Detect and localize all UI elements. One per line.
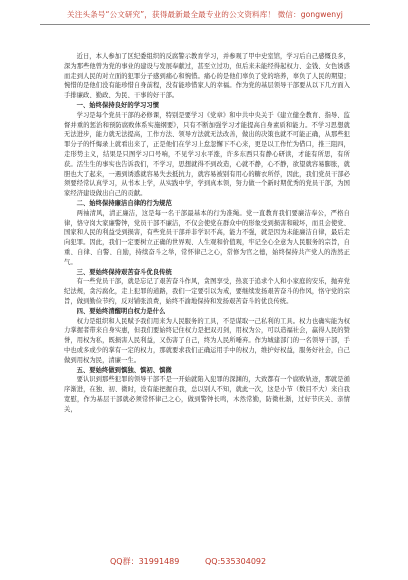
section-paragraph-5: 要认识到那些犯罪的领导干部不是一开始就陷入犯罪的深渊的，大致都有一个腐败轨迹，那就是循序渐进，在独、初、微时，没有能把握自我，总以别人不知，就此一次，这是小节（数目不大）来自我宽慰，作为基层干部就必须常怀律己之心，做到警钟长鸣，木然常勤，防微杜渐，过好节庆关、亲情关， <box>64 376 350 413</box>
section-heading-2: 二、始终保持廉洁自律的行为规范 <box>76 199 172 207</box>
document-body <box>64 52 350 414</box>
intro-paragraph: 近日，本人参加了区纪委组织的反腐警示教育学习，并参观了甲中史室馆，学习后自己感慨良多，深为那些他曾为党的事业的建设与发展奉献过，甚至立过功，但后来未能经得起权力、金钱、女色诱惑而走到人民的对立面的犯罪分子感到痛心和惋惜。痛心的是他们辜负了党的培养，辜负了人民的期望；惋惜的是他们没有能珍惜自身前程，没有能珍惜家人的幸福。作为党的基层领导干部要从以下几方面入手排廉政、勤政、为民、干事的好干部。 <box>64 53 350 100</box>
page-header <box>40 10 370 38</box>
section-heading-1: 一、始终保持良好的学习习惯 <box>76 101 160 109</box>
section-paragraph-2: 两袖清风，清正廉洁，这是每一名干部最基本的行为准绳。党一直教育我们要廉洁奉公，严格自律，恪守岗大家廉警钟，党员干部不廉洁，不仅会使党在群众中的形象受到损害和破坏，而且会使党、国家和人民的利益受到损害，有些党员干部并非学识不高，能力不强，就是因为未能廉洁自律，最后走向犯罪。因此，我们一定要树立正确的世界观、人生观和价值观，牢记全心全意为人民服务的宗旨，自重、自律、自警、自励，持续奋斗之举，常怀律己之心，常修为官之德，始终保持共产党人的浩然正气。 <box>64 209 350 266</box>
section-paragraph-3: 有一些党员干部，就是忘记了艰苦奋斗作风，贪图享受，热衷于追求个人和小家庭的安乐，抛弃党纪法规，贪污腐化，走上犯罪的道路，我们一定要引以为戒，要继续发扬艰苦奋斗的作风，恪守党的宗旨，做到勤俭节约，反对铺张浪费，始终不渝地保持和发扬艰苦奋斗的优良传统。 <box>64 278 350 305</box>
section-heading-4: 四、要始终清醒明白权力是什么 <box>76 307 166 315</box>
section-paragraph-1: 学习是每个党员干部的必修课，特别是要学习《党章》和中共中央关于《建立健全教育、指导、监督并重的惩治和预防腐败体系实施纲要》，只有不断加强学习才能提高自身素质和能力。不学习思想就无法进步，能力就无法提高，工作方法、领导方法就无法改善，做出的决策也就不可能正确，从那些犯罪分子的忏悔录上就看出来了，正是他们在学习上怠忽懈下不心来，更是以工作忙为借口，推三阻四，走形势主义，结果是只图学习口号响，不见学习水平涨，许多东西只有静心研读，才能有所思，有所获。活生生的事实也告诉我们，不学习，思想就得不到改造，心就不静，心不静，欲望就容易膨胀，就胆也大了起来，一遇到诱惑就容易失去抵抗力，就容易被别有用心的糖衣所俘，因此，我们党员干部必须要经常认真学习，从书本上学，从实践中学，学到真本领，努力做一个新时期优秀的党员干部，为国家经济建设做出自己的贡献。 <box>64 111 350 198</box>
footer-qq-group: QQ群：31991489 <box>110 557 180 566</box>
section-heading-3: 三、要始终保持艰苦奋斗优良传统 <box>76 268 172 276</box>
header-banner-text: 关注头条号“公文研究”，获得最新最全最专业的公文资料库！ 微信：gongwenyj <box>67 10 343 19</box>
section-paragraph-4: 权力是组织和人民赋予我们用来为人民服务的工具，不是谋取一己私利的工具。权力也确实能为权力掌握者带来自身实惠，但我们要始终记住权力是把双刃剑，用权为公，可以造福社会，赢得人民的赞誉，用权为私，既损害人民利益，又伤害了自己，终为人民所唾弃。作为城建部门的一名领导干部，手中也或多或少的掌有一定的权力，那就要求我们正确运用手中的权力，维护好权益，服务好社会，自己做到用权为民，清廉一生。 <box>64 317 350 364</box>
footer-qq-number: QQ:535304092 <box>205 557 267 566</box>
page-footer <box>0 556 408 570</box>
section-heading-5: 五、要始终做到慎独、慎初、慎微 <box>76 366 172 374</box>
header-divider <box>40 24 370 25</box>
